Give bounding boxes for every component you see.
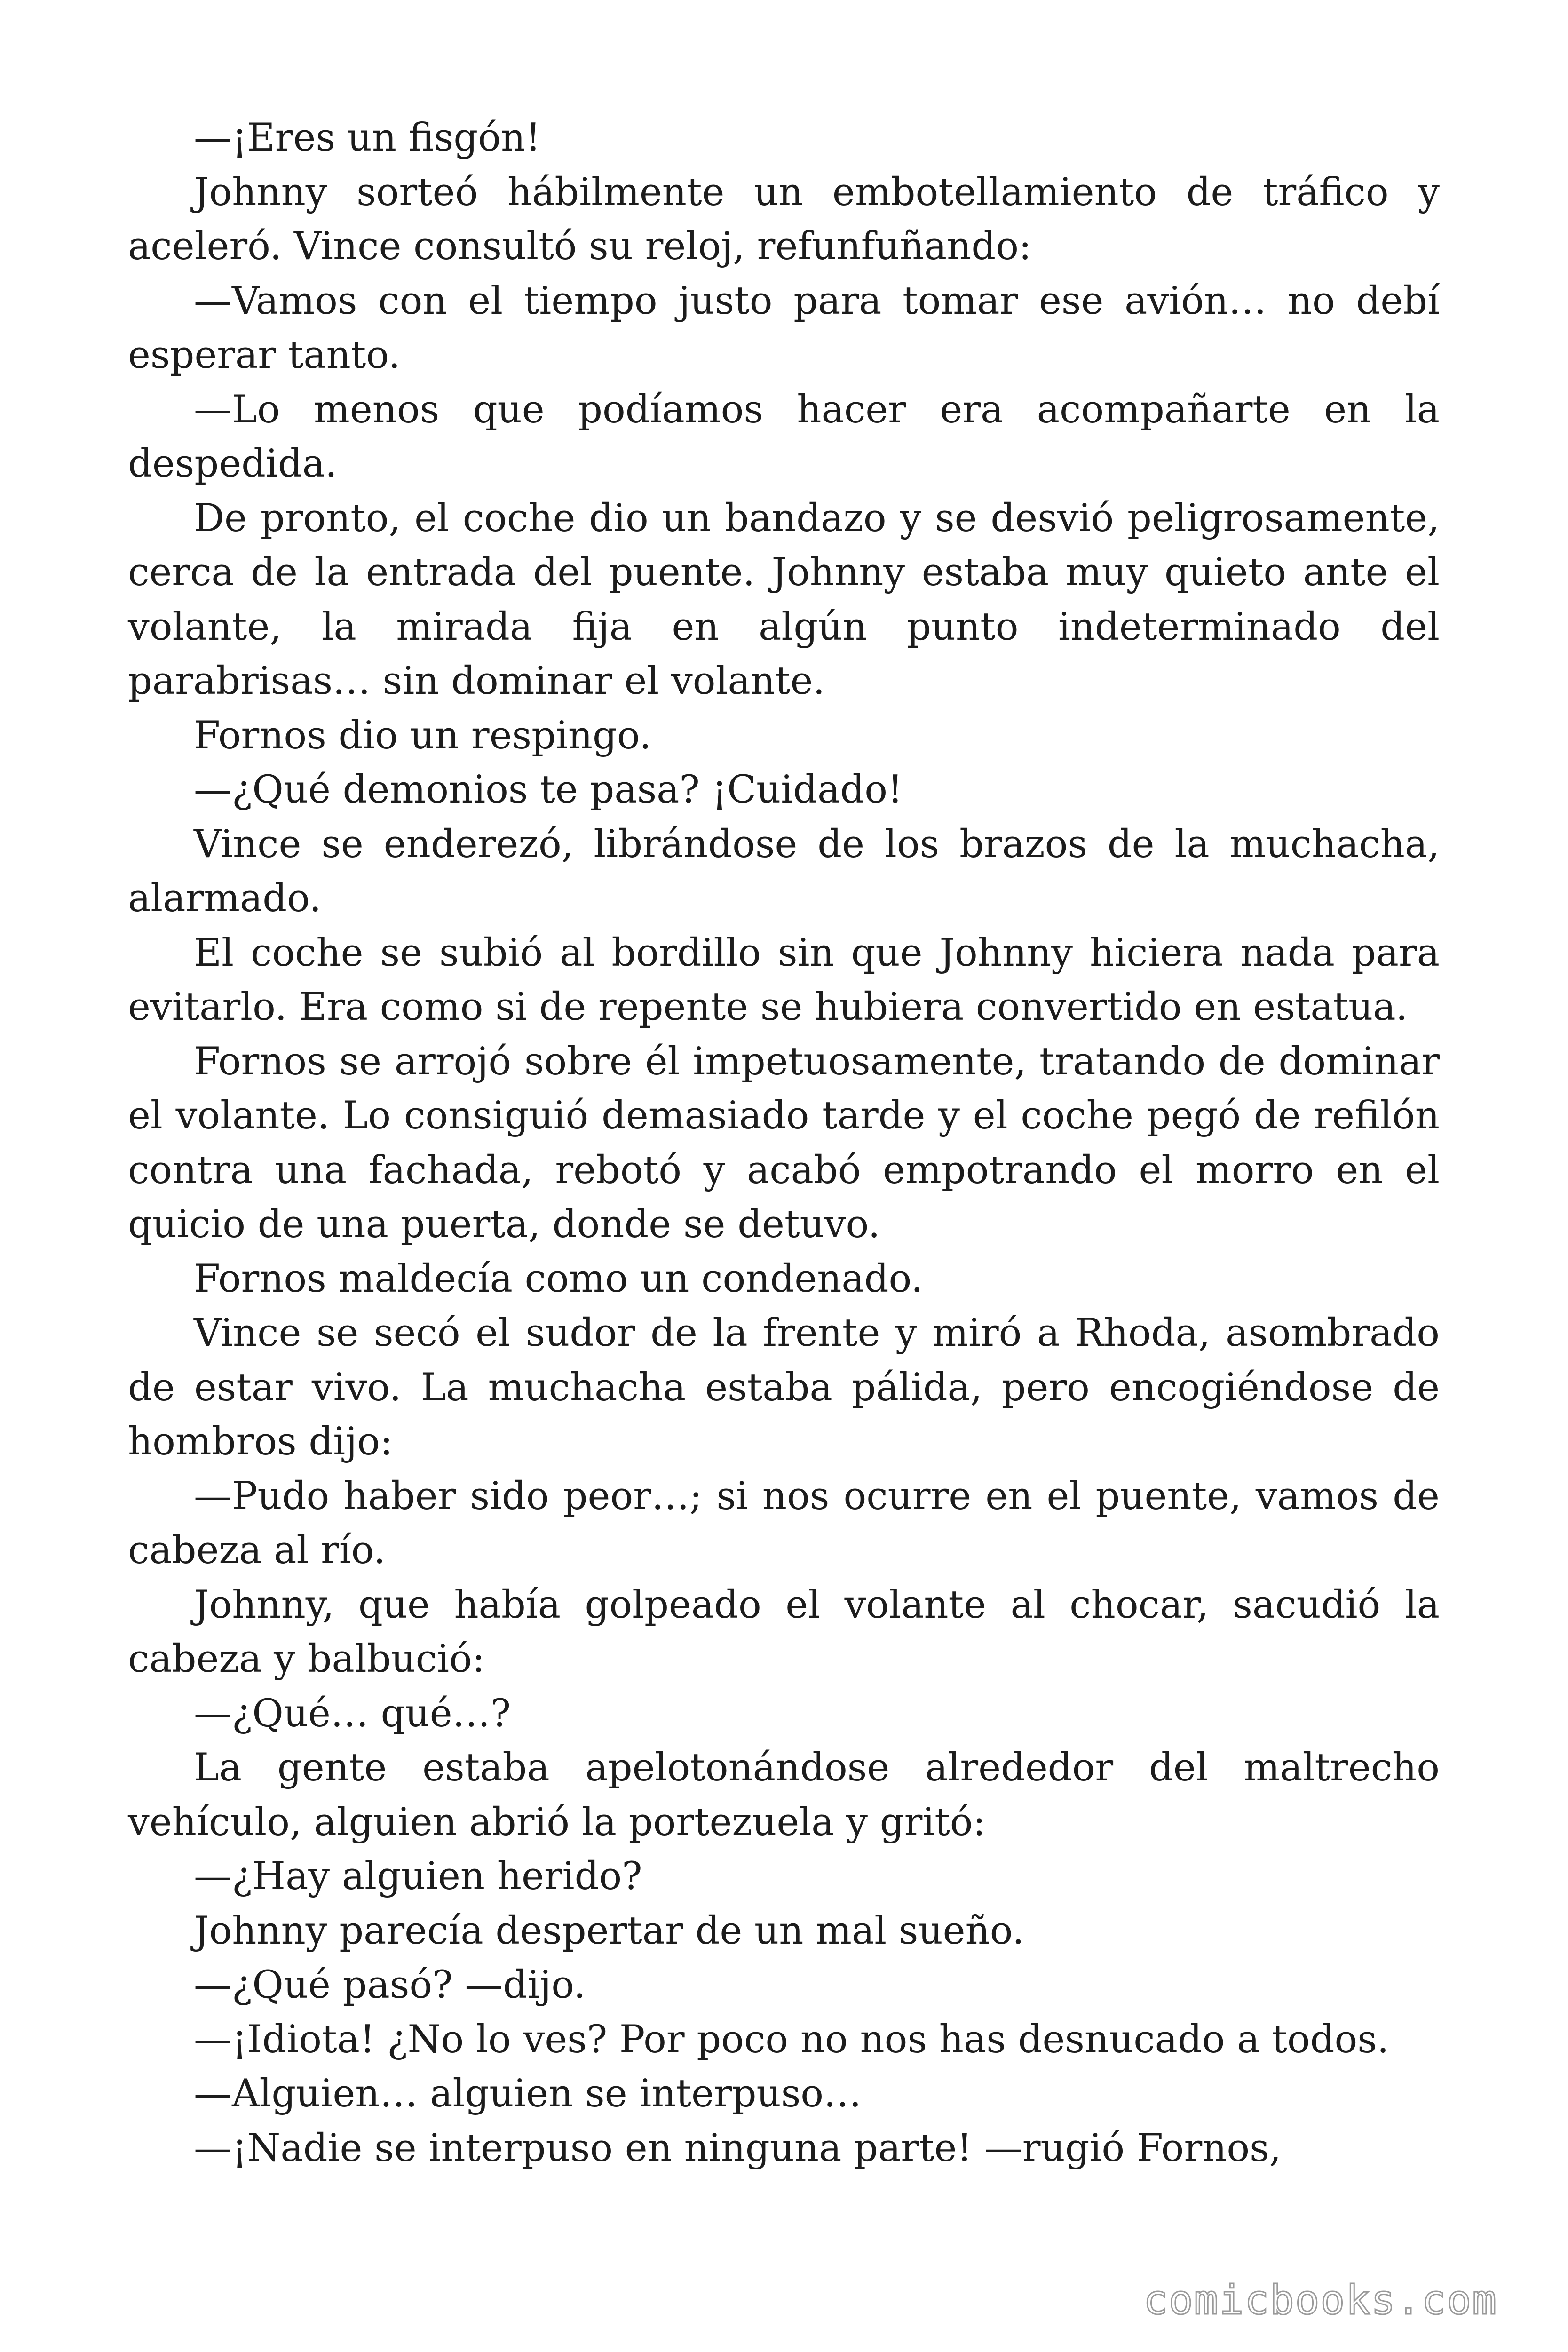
paragraph: —Lo menos que podíamos hacer era acompañarte en la despedida. (128, 387, 1440, 486)
paragraph: —¡Idiota! ¿No lo ves? Por poco no nos has desnucado a todos. (194, 2017, 1389, 2062)
paragraph: —¿Qué pasó? —dijo. (194, 1963, 586, 2007)
paragraph: De pronto, el coche dio un bandazo y se desvió peligrosamente, cerca de la entrada del puente. Johnny estaba muy quieto ante el volante, la mirada fija en algún punto indeterminado del parabrisas… sin dominar el volante. (128, 496, 1440, 703)
paragraph: —Alguien… alguien se interpuso… (194, 2072, 862, 2116)
paragraph: Johnny parecía despertar de un mal sueño. (194, 1908, 1024, 1953)
paragraph: —¿Qué demonios te pasa? ¡Cuidado! (194, 768, 903, 812)
paragraph: Johnny, que había golpeado el volante al chocar, sacudió la cabeza y balbució: (128, 1582, 1440, 1681)
paragraph: La gente estaba apelotonándose alrededor del maltrecho vehículo, alguien abrió la portezuela y gritó: (128, 1746, 1440, 1844)
paragraph: Fornos dio un respingo. (194, 713, 651, 758)
paragraph: El coche se subió al bordillo sin que Johnny hiciera nada para evitarlo. Era como si de repente se hubiera convertido en estatua. (128, 930, 1440, 1029)
paragraph: —Pudo haber sido peor…; si nos ocurre en el puente, vamos de cabeza al río. (128, 1474, 1440, 1573)
paragraph: —¿Qué… qué…? (194, 1691, 511, 1736)
paragraph: —Vamos con el tiempo justo para tomar ese avión… no debí esperar tanto. (128, 278, 1440, 377)
paragraph: —¿Hay alguien herido? (194, 1854, 642, 1899)
paragraph: Johnny sorteó hábilmente un embotellamiento de tráfico y aceleró. Vince consultó su reloj, refunfuñando: (128, 170, 1440, 269)
paragraph: Vince se secó el sudor de la frente y miró a Rhoda, asombrado de estar vivo. La muchacha estaba pálida, pero encogiéndose de hombros dijo: (128, 1311, 1440, 1464)
paragraph: Fornos se arrojó sobre él impetuosamente, tratando de dominar el volante. Lo consiguió demasiado tarde y el coche pegó de refilón contra una fachada, rebotó y acabó empotrando el morro en el quicio de una puerta, donde se detuvo. (128, 1039, 1440, 1247)
paragraph: Fornos maldecía como un condenado. (194, 1256, 923, 1301)
watermark: comicbooks.com (1143, 2277, 1497, 2324)
paragraph: Vince se enderezó, librándose de los brazos de la muchacha, alarmado. (128, 822, 1440, 921)
paragraph: —¡Nadie se interpuso en ninguna parte! —rugió Fornos, (194, 2126, 1282, 2170)
paragraph: —¡Eres un fisgón! (194, 116, 541, 160)
body-text (128, 111, 1440, 2176)
